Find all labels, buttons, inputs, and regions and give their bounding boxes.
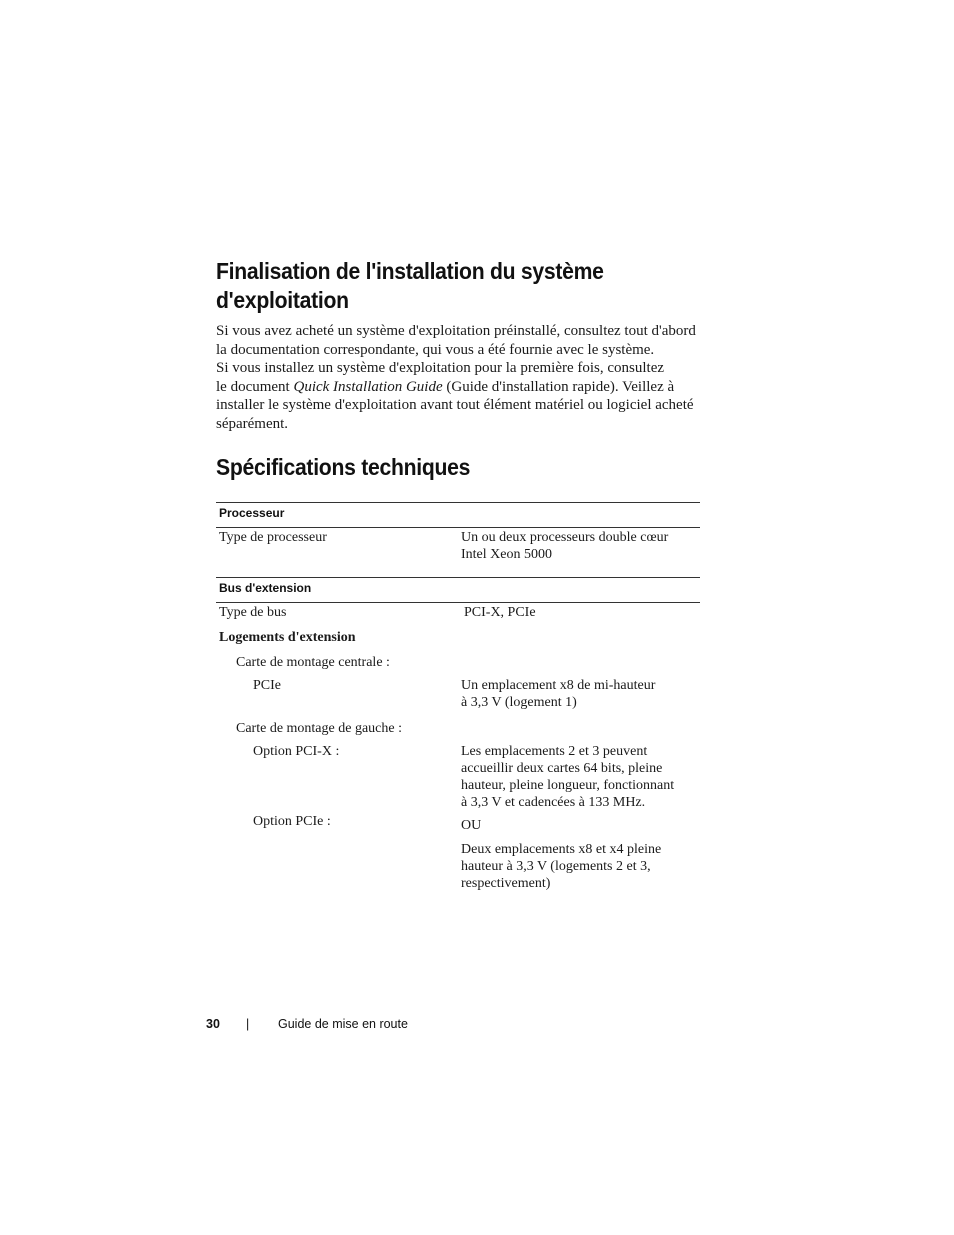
para1-line1: Si vous avez acheté un système d'exploitation préinstallé, consultez tout d'abord: [216, 323, 696, 339]
pcix-option-label: Option PCI-X :: [253, 744, 340, 759]
pcie-label: PCIe: [253, 678, 281, 693]
expansion-header-rule: [216, 602, 700, 603]
expansion-top-rule: [216, 577, 700, 578]
processor-header: Processeur: [219, 506, 285, 520]
pcix-value-line4: à 3,3 V et cadencées à 133 MHz.: [461, 795, 646, 810]
section-title-os-installation: [216, 257, 604, 315]
title-line-2: d'exploitation: [216, 287, 349, 313]
table-top-rule: [216, 502, 700, 503]
slots-label: Logements d'extension: [219, 630, 356, 645]
para2-prefix: le document: [216, 378, 294, 395]
processor-type-value-line2: Intel Xeon 5000: [461, 547, 552, 562]
processor-type-value-line1: Un ou deux processeurs double cœur: [461, 530, 669, 545]
bus-type-value: PCI-X, PCIe: [464, 605, 536, 620]
pcie-option-label: Option PCIe :: [253, 814, 331, 829]
pcix-value-line1: Les emplacements 2 et 3 peuvent: [461, 744, 648, 759]
guide-title: Guide de mise en route: [278, 1017, 408, 1031]
left-riser-label: Carte de montage de gauche :: [236, 721, 402, 736]
pcie-option-value-line2: hauteur à 3,3 V (logements 2 et 3,: [461, 859, 651, 874]
processor-header-rule: [216, 527, 700, 528]
para2-line3: installer le système d'exploitation avant tout élément matériel ou logiciel acheté: [216, 397, 694, 414]
para2-line2: [216, 378, 736, 397]
page-number: 30: [206, 1017, 220, 1031]
quick-installation-guide-title: Quick Installation Guide: [293, 378, 443, 395]
pcie-option-value-line3: respectivement): [461, 876, 551, 891]
pcie-value-line2: à 3,3 V (logement 1): [461, 695, 577, 710]
processor-type-value: [461, 529, 668, 563]
expansion-bus-header: Bus d'extension: [219, 581, 312, 595]
pcie-value-line1: Un emplacement x8 de mi-hauteur: [461, 678, 656, 693]
para2-line4: séparément.: [216, 415, 289, 432]
pcie-value: [461, 677, 655, 711]
pcie-option-value-line1: Deux emplacements x8 et x4 pleine: [461, 842, 662, 857]
center-riser-label: Carte de montage centrale :: [236, 655, 390, 670]
title-line-1: Finalisation de l'installation du système: [216, 258, 604, 284]
para1-line2: la documentation correspondante, qui vous a été fournie avec le système.: [216, 341, 655, 358]
processor-type-label: Type de processeur: [219, 530, 327, 545]
pcix-option-value: [461, 743, 674, 811]
para2-suffix: (Guide d'installation rapide). Veillez à: [442, 378, 675, 395]
pcix-value-line2: accueillir deux cartes 64 bits, pleine: [461, 761, 663, 776]
para2-line1: Si vous installez un système d'exploitation pour la première fois, consultez: [216, 360, 665, 377]
section-title-specifications: Spécifications techniques: [216, 454, 471, 480]
pcix-value-line3: hauteur, pleine longueur, fonctionnant: [461, 778, 675, 793]
footer-separator: |: [246, 1017, 250, 1031]
bus-type-label: Type de bus: [219, 605, 287, 620]
or-text: OU: [461, 818, 482, 833]
pcie-option-value: [461, 841, 661, 892]
os-installation-body: [216, 322, 736, 434]
